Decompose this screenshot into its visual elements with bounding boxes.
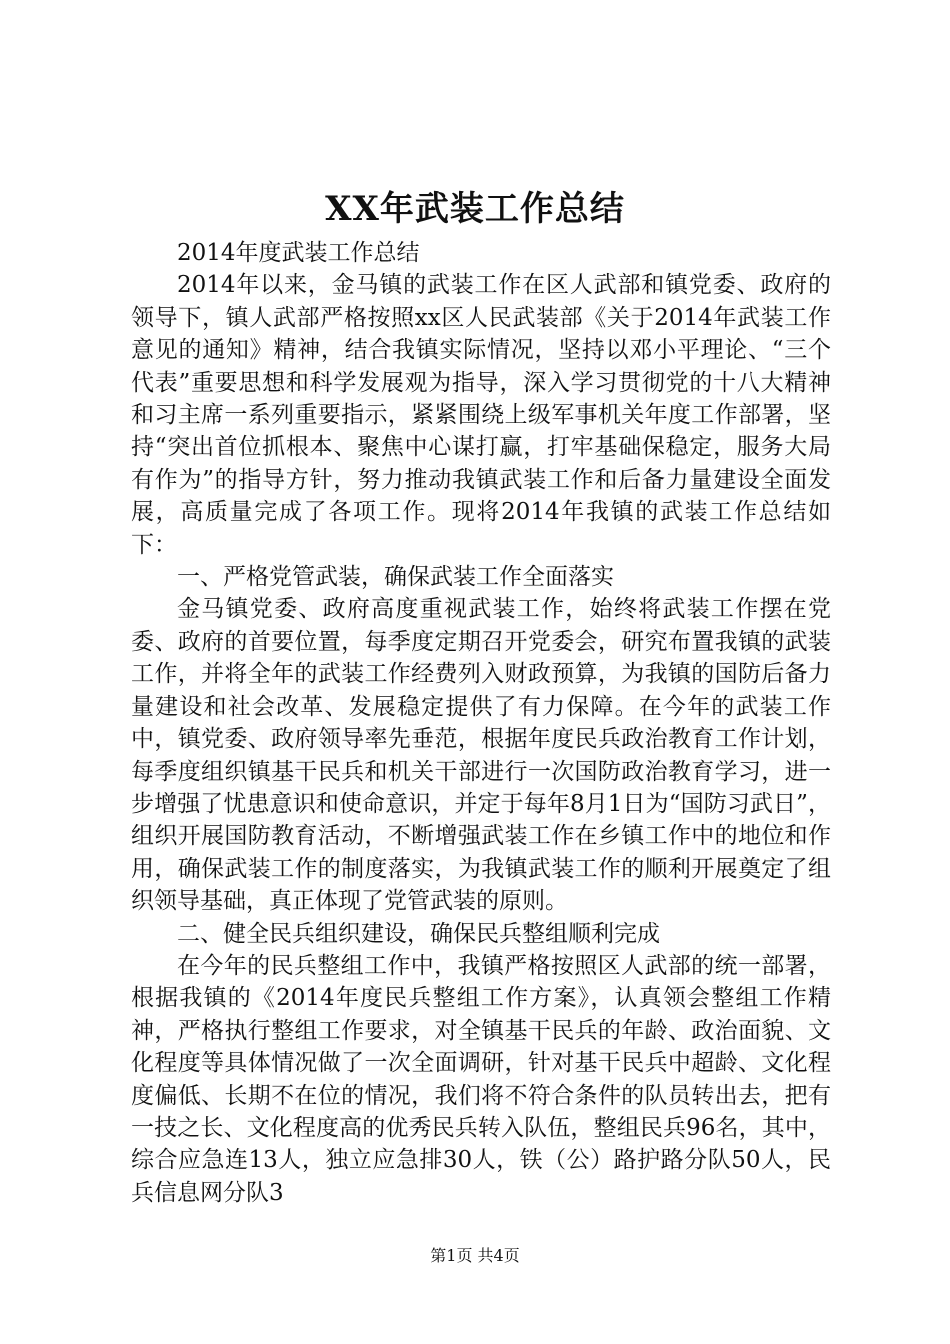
paragraph-section-1: 金马镇党委、政府高度重视武装工作，始终将武装工作摆在党委、政府的首要位置，每季度定期召开党委会，研究布置我镇的武装工作，并将全年的武装工作经费列入财政预算，为我镇的国防后备力量建设和社会改革、发展稳定提供了有力保障。在今年的武装工作中，镇党委、政府领导率先垂范，根据年度民兵政治教育工作计划，每季度组织镇基干民兵和机关干部进行一次国防政治教育学习，进一步增强了忧患意识和使命意识，并定于每年8月1日为“国防习武日”，组织开展国防教育活动，不断增强武装工作在乡镇工作中的地位和作用，确保武装工作的制度落实，为我镇武装工作的顺利开展奠定了组织领导基础，真正体现了党管武装的原则。 <box>131 596 831 915</box>
paragraph-section-2: 在今年的民兵整组工作中，我镇严格按照区人武部的统一部署，根据我镇的《2014年度民兵整组工作方案》，认真领会整组工作精神，严格执行整组工作要求，对全镇基干民兵的年龄、政治面貌、文化程度等具体情况做了一次全面调研，针对基干民兵中超龄、文化程度偏低、长期不在位的情况，我们将不符合条件的队员转出去，把有一技之长、文化程度高的优秀民兵转入队伍，整组民兵96名，其中，综合应急连13人，独立应急排30人，铁（公）路护路分队50人，民兵信息网分队3 <box>131 952 831 1206</box>
paragraph-subtitle: 2014年度武装工作总结 <box>177 240 420 266</box>
paragraph-intro: 2014年以来，金马镇的武装工作在区人武部和镇党委、政府的领导下，镇人武部严格按照xx区人民武装部《关于2014年武装工作意见的通知》精神，结合我镇实际情况，坚持以邓小平理论、“三个代表”重要思想和科学发展观为指导，深入学习贯彻党的十八大精神和习主席一系列重要指示，紧紧围绕上级军事机关年度工作部署，坚持“突出首位抓根本、聚焦中心谋打赢，打牢基础保稳定，服务大局有作为”的指导方针，努力推动我镇武装工作和后备力量建设全面发展，高质量完成了各项工作。现将2014年我镇的武装工作总结如下： <box>131 272 831 558</box>
page-number-footer: 第1页 共4页 <box>430 1246 520 1265</box>
section-heading-2: 二、健全民兵组织建设，确保民兵整组顺利完成 <box>177 920 660 947</box>
document-body <box>131 237 831 1209</box>
document-title: XX年武装工作总结 <box>325 189 625 229</box>
section-heading-1: 一、严格党管武装，确保武装工作全面落实 <box>177 564 614 591</box>
